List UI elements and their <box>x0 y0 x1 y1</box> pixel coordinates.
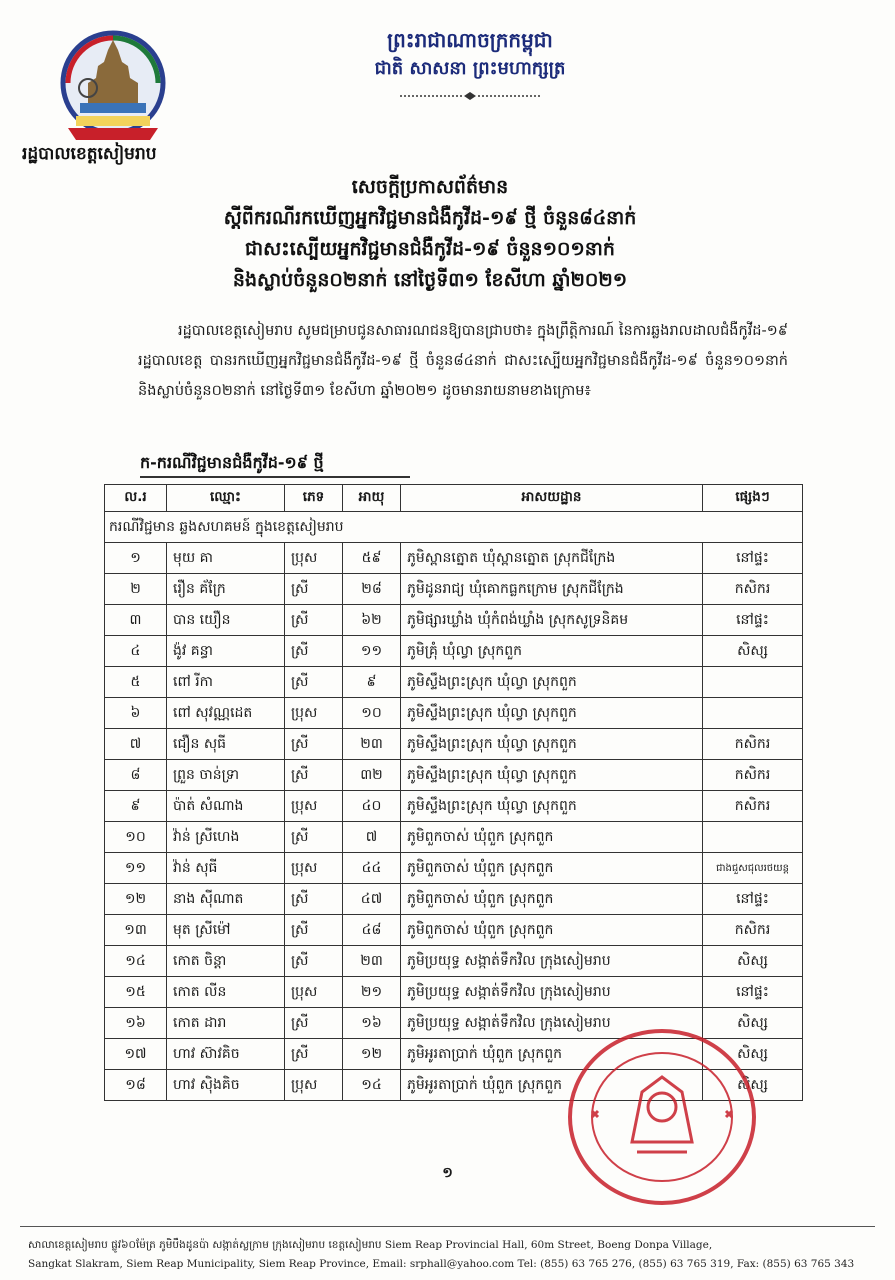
page-number: ១ <box>442 1165 453 1181</box>
case-occupation: សិស្ស <box>703 1039 803 1070</box>
case-address: ភូមិស្ពានត្នោត ឃុំស្ពានត្នោត ស្រុកជីក្រែង <box>401 543 703 574</box>
table-header-row <box>105 485 803 512</box>
case-address: ភូមិអូរតាប្រាក់ ឃុំពួក ស្រុកពួក <box>401 1070 703 1101</box>
case-number: ១៦ <box>105 1008 167 1039</box>
case-sex: ស្រី <box>285 636 343 667</box>
case-age: ៤៨ <box>343 915 401 946</box>
case-sex: ស្រី <box>285 667 343 698</box>
table-row <box>105 667 803 698</box>
case-sex: ស្រី <box>285 946 343 977</box>
case-number: ១៧ <box>105 1039 167 1070</box>
case-occupation: ជាងជួសជុលរថយន្ត <box>703 853 803 884</box>
header-age: អាយុ <box>343 485 401 512</box>
case-occupation: នៅផ្ទះ <box>703 543 803 574</box>
case-number: ១៤ <box>105 946 167 977</box>
case-age: ៥៩ <box>343 543 401 574</box>
case-sex: ស្រី <box>285 760 343 791</box>
table-row <box>105 977 803 1008</box>
case-name: ប៉ាត់ សំណាង <box>167 791 285 822</box>
case-sex: ប្រុស <box>285 977 343 1008</box>
table-row <box>105 543 803 574</box>
agency-name: រដ្ឋបាលខេត្តសៀមរាប <box>22 144 157 164</box>
table-row <box>105 729 803 760</box>
case-name: មុយ គា <box>167 543 285 574</box>
case-name: ហាវ ស៊ាវគិច <box>167 1039 285 1070</box>
case-occupation: កសិករ <box>703 915 803 946</box>
case-number: ៥ <box>105 667 167 698</box>
case-occupation: សិស្ស <box>703 1008 803 1039</box>
footer-line-1: សាលាខេត្តសៀមរាប ផ្លូវ៦០ម៉ែត្រ ភូមិបឹងដូនប៉ា សង្កាត់ស្លក្រាម ក្រុងសៀមរាប ខេត្តសៀមរាប Siem Reap Provincial Hall, 60m Street, Boeng Donpa Village, <box>28 1239 713 1251</box>
case-age: ១១ <box>343 636 401 667</box>
case-number: ៩ <box>105 791 167 822</box>
case-address: ភូមិដូនរាជ្យ ឃុំគោកធ្លកក្រោម ស្រុកជីក្រែង <box>401 574 703 605</box>
case-name: ព្រួន ចាន់ទ្រា <box>167 760 285 791</box>
case-number: ១០ <box>105 822 167 853</box>
case-address: ភូមិស្ទឹងព្រះស្រុក ឃុំល្វា ស្រុកពួក <box>401 667 703 698</box>
table-row <box>105 698 803 729</box>
case-name: កោត ចិន្តា <box>167 946 285 977</box>
case-address: ភូមិប្រយុទ្ធ សង្កាត់ទឹកវិល ក្រុងសៀមរាប <box>401 1008 703 1039</box>
case-occupation: កសិករ <box>703 729 803 760</box>
case-sex: ប្រុស <box>285 698 343 729</box>
header-address: អាសយដ្ឋាន <box>401 485 703 512</box>
title-line-1: សេចក្តីប្រកាសព័ត៌មាន <box>351 176 509 198</box>
case-sex: ប្រុស <box>285 791 343 822</box>
group-label: ករណីវិជ្ជមាន ឆ្លងសហគមន៍ ក្នុងខេត្តសៀមរាប <box>105 512 803 543</box>
case-occupation: សិស្ស <box>703 636 803 667</box>
case-age: ៧ <box>343 822 401 853</box>
case-occupation: សិស្ស <box>703 1070 803 1101</box>
case-occupation <box>703 822 803 853</box>
footer-divider <box>20 1226 875 1227</box>
case-number: ៦ <box>105 698 167 729</box>
case-address: ភូមិផ្សារឃ្លាំង ឃុំកំពង់ឃ្លាំង ស្រុកសូទ្រនិគម <box>401 605 703 636</box>
header-no: ល.រ <box>105 485 167 512</box>
cases-table <box>104 484 803 1101</box>
header-sex: ភេទ <box>285 485 343 512</box>
case-age: ៤៤ <box>343 853 401 884</box>
case-name: ហាវ ស៊ិងគិច <box>167 1070 285 1101</box>
case-number: ១៨ <box>105 1070 167 1101</box>
table-row <box>105 791 803 822</box>
case-occupation: នៅផ្ទះ <box>703 977 803 1008</box>
case-number: ១២ <box>105 884 167 915</box>
case-sex: ស្រី <box>285 1008 343 1039</box>
case-address: ភូមិស្ទឹងព្រះស្រុក ឃុំល្វា ស្រុកពួក <box>401 760 703 791</box>
case-sex: ស្រី <box>285 574 343 605</box>
case-age: ២៨ <box>343 574 401 605</box>
case-address: ភូមិប្រយុទ្ធ សង្កាត់ទឹកវិល ក្រុងសៀមរាប <box>401 946 703 977</box>
footer-line-2: Sangkat Slakram, Siem Reap Municipality, Siem Reap Province, Email: srphall@yahoo.com Tel: (855) 63 765 276, (855) 63 765 319, Fax: (855) 63 765 343 <box>28 1258 855 1270</box>
case-number: ១៣ <box>105 915 167 946</box>
case-address: ភូមិគ្រុំ ឃុំល្វា ស្រុកពួក <box>401 636 703 667</box>
table-row <box>105 853 803 884</box>
table-row <box>105 946 803 977</box>
intro-text: រដ្ឋបាលខេត្តសៀមរាប សូមជម្រាបជូនសាធារណជនឱ្យបានជ្រាបថា៖ ក្នុងព្រឹត្តិការណ៍ នៃការឆ្លងរាលដាលជំងឺកូវីដ-១៩ រដ្ឋបាលខេត្ត បានរកឃើញអ្នកវិជ្ជមានជំងឺកូវីដ-១៩ ថ្មី ចំនួន៨៤នាក់ ជាសះស្បើយអ្នកវិជ្ជមានជំងឺកូវីដ-១៩ ចំនួន១០១នាក់ និងស្លាប់ចំនួន០២នាក់ នៅថ្ងៃទី៣១ ខែសីហា ឆ្នាំ២០២១ ដូចមានរាយនាមខាងក្រោម៖ <box>138 323 788 399</box>
case-occupation: កសិករ <box>703 760 803 791</box>
case-occupation <box>703 698 803 729</box>
case-age: ៦២ <box>343 605 401 636</box>
case-address: ភូមិពួកចាស់ ឃុំពួក ស្រុកពួក <box>401 915 703 946</box>
case-name: ពៅ សុវណ្ណដេត <box>167 698 285 729</box>
table-row <box>105 884 803 915</box>
kingdom-title: ព្រះរាជាណាចក្រកម្ពុជា <box>387 28 553 52</box>
case-number: ១៥ <box>105 977 167 1008</box>
case-number: ២ <box>105 574 167 605</box>
case-name: វ៉ាន់ ស្រីហេង <box>167 822 285 853</box>
table-row <box>105 760 803 791</box>
case-number: ៨ <box>105 760 167 791</box>
case-address: ភូមិប្រយុទ្ធ សង្កាត់ទឹកវិល ក្រុងសៀមរាប <box>401 977 703 1008</box>
case-address: ភូមិអូរតាប្រាក់ ឃុំពួក ស្រុកពួក <box>401 1039 703 1070</box>
case-name: បាន យឿន <box>167 605 285 636</box>
case-age: ១៦ <box>343 1008 401 1039</box>
case-number: ៧ <box>105 729 167 760</box>
case-name: កោត ដារា <box>167 1008 285 1039</box>
case-age: ៣២ <box>343 760 401 791</box>
case-age: ១០ <box>343 698 401 729</box>
case-age: ៩ <box>343 667 401 698</box>
title-line-3: ជាសះស្បើយអ្នកវិជ្ជមានជំងឺកូវីដ-១៩ ចំនួន១០១នាក់ <box>245 238 615 260</box>
case-occupation: នៅផ្ទះ <box>703 605 803 636</box>
case-sex: ប្រុស <box>285 1070 343 1101</box>
case-age: ១៤ <box>343 1070 401 1101</box>
case-address: ភូមិស្ទឹងព្រះស្រុក ឃុំល្វា ស្រុកពួក <box>401 791 703 822</box>
group-row <box>105 512 803 543</box>
case-name: ពៅ រីកា <box>167 667 285 698</box>
case-sex: ប្រុស <box>285 853 343 884</box>
case-name: វ៉ាន់ សុធី <box>167 853 285 884</box>
case-sex: ប្រុស <box>285 543 343 574</box>
case-occupation: កសិករ <box>703 574 803 605</box>
heading-underline <box>140 476 410 478</box>
case-number: ៣ <box>105 605 167 636</box>
footer-contact <box>28 1236 873 1274</box>
case-address: ភូមិស្ទឹងព្រះស្រុក ឃុំល្វា ស្រុកពួក <box>401 729 703 760</box>
case-occupation: នៅផ្ទះ <box>703 884 803 915</box>
case-address: ភូមិស្ទឹងព្រះស្រុក ឃុំល្វា ស្រុកពួក <box>401 698 703 729</box>
title-line-2: ស្តីពីករណីរកឃើញអ្នកវិជ្ជមានជំងឺកូវីដ-១៩ ថ្មី ចំនួន៨៤នាក់ <box>223 207 637 229</box>
case-address: ភូមិពួកចាស់ ឃុំពួក ស្រុកពួក <box>401 822 703 853</box>
case-sex: ស្រី <box>285 729 343 760</box>
case-address: ភូមិពួកចាស់ ឃុំពួក ស្រុកពួក <box>401 853 703 884</box>
case-occupation: សិស្ស <box>703 946 803 977</box>
case-number: ៤ <box>105 636 167 667</box>
ornamental-divider <box>400 92 540 100</box>
case-age: ៤០ <box>343 791 401 822</box>
case-age: ២៣ <box>343 946 401 977</box>
case-address: ភូមិពួកចាស់ ឃុំពួក ស្រុកពួក <box>401 884 703 915</box>
case-sex: ស្រី <box>285 915 343 946</box>
case-sex: ស្រី <box>285 884 343 915</box>
case-number: ១១ <box>105 853 167 884</box>
case-age: ១២ <box>343 1039 401 1070</box>
section-heading: ក-ករណីវិជ្ជមានជំងឺកូវីដ-១៩ ថ្មី <box>140 453 324 472</box>
table-row <box>105 574 803 605</box>
case-age: ២១ <box>343 977 401 1008</box>
case-occupation: កសិករ <box>703 791 803 822</box>
case-sex: ស្រី <box>285 1039 343 1070</box>
case-name: មុត ស្រីម៉ៅ <box>167 915 285 946</box>
header-other: ផ្សេងៗ <box>703 485 803 512</box>
table-row <box>105 915 803 946</box>
case-name: នាង ស៊ីណាត <box>167 884 285 915</box>
case-name: ជឿន សុធី <box>167 729 285 760</box>
table-row <box>105 605 803 636</box>
case-name: កោត លីន <box>167 977 285 1008</box>
case-occupation <box>703 667 803 698</box>
table-row <box>105 636 803 667</box>
case-number: ១ <box>105 543 167 574</box>
siem-reap-emblem <box>58 28 168 148</box>
header-name: ឈ្មោះ <box>167 485 285 512</box>
case-name: ង៉ូវ គន្ធា <box>167 636 285 667</box>
table-row <box>105 822 803 853</box>
case-sex: ស្រី <box>285 605 343 636</box>
case-age: ២៣ <box>343 729 401 760</box>
case-age: ៤៧ <box>343 884 401 915</box>
case-sex: ស្រី <box>285 822 343 853</box>
national-motto: ជាតិ សាសនា ព្រះមហាក្សត្រ <box>374 58 566 79</box>
case-name: រឿន គ័ក្រែ <box>167 574 285 605</box>
title-line-4: និងស្លាប់ចំនួន០២នាក់ នៅថ្ងៃទី៣១ ខែសីហា ឆ្នាំ២០២១ <box>232 269 628 291</box>
notice-title <box>80 172 780 296</box>
intro-paragraph <box>138 316 788 406</box>
